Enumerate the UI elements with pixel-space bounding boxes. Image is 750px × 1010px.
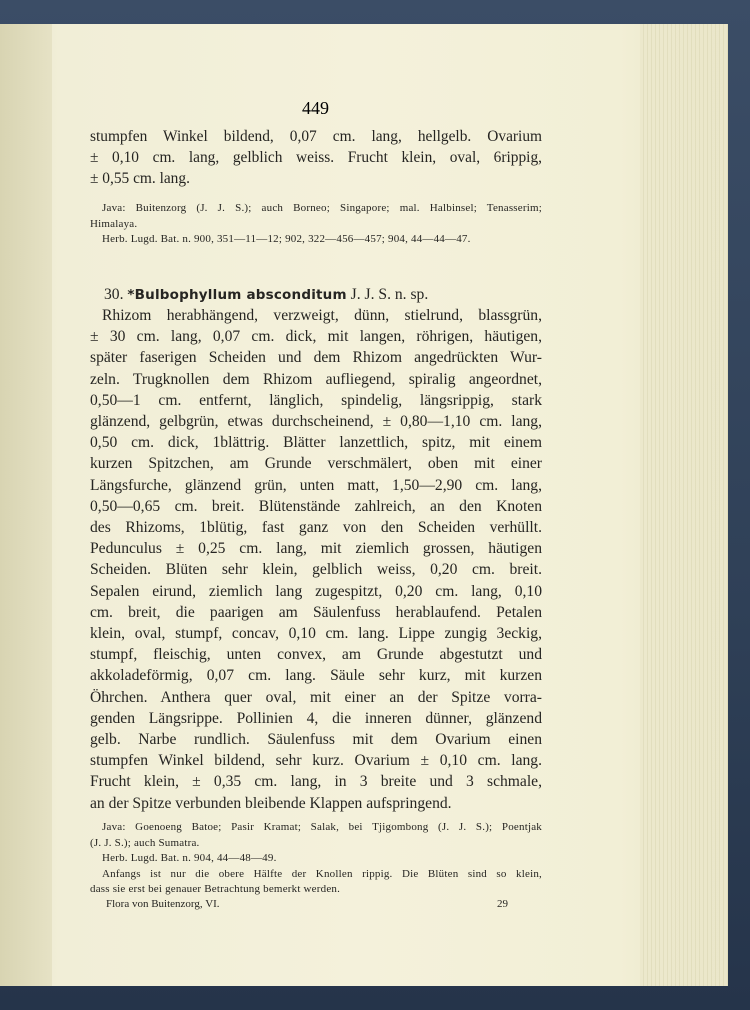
text-line: Sepalen eirund, ziemlich lang zugespitzt, 0,20 cm. lang, 0,10	[90, 582, 542, 600]
note-line: (J. J. S.); auch Sumatra.	[90, 836, 200, 849]
text-line: später faserigen Scheiden und dem Rhizom angedrückten Wur-	[90, 349, 542, 367]
text-line: gelb. Narbe rundlich. Säulenfuss mit dem Ovarium einen	[90, 731, 542, 749]
note-line: dass sie erst bei genauer Betrachtung bemerkt werden.	[90, 883, 341, 895]
text-line: stumpfen Winkel bildend, 0,07 cm. lang, hellgelb. Ovarium	[90, 128, 542, 145]
species-heading	[104, 284, 544, 306]
text-line: Pedunculus ± 0,25 cm. lang, mit ziemlich grossen, häutigen	[90, 540, 542, 558]
distribution-notes-bottom	[90, 820, 542, 898]
page-number: 449	[302, 98, 329, 118]
page-edges	[640, 24, 728, 986]
note-line: Himalaya.	[90, 217, 138, 230]
text-line: 0,50—0,65 cm. breit. Blütenstände zahlreich, an den Knoten	[90, 497, 542, 515]
text-line: des Rhizoms, 1blütig, fast ganz von den Scheiden verhüllt.	[90, 519, 542, 537]
species-number: 30.	[104, 286, 124, 303]
text-line: klein, oval, stumpf, concav, 0,10 cm. lang. Lippe zungig 3eckig,	[90, 625, 542, 643]
text-line: Längsfurche, glänzend grün, unten matt, 1,50—2,90 cm. lang,	[90, 476, 542, 494]
top-paragraph	[90, 126, 542, 190]
footer-title: Flora von Buitenzorg, VI.	[106, 898, 220, 910]
text-line: an der Spitze verbunden bleibende Klappen aufspringend.	[90, 794, 452, 812]
note-line: Java: Goenoeng Batoe; Pasir Kramat; Salak, bei Tjigombong (J. J. S.); Poentjak	[102, 821, 542, 833]
text-line: Frucht klein, ± 0,35 cm. lang, in 3 breite und 3 schmale,	[90, 773, 542, 791]
species-name: *Bulbophyllum absconditum	[127, 287, 347, 303]
text-line: stumpfen Winkel bildend, sehr kurz. Ovarium ± 0,10 cm. lang.	[90, 752, 542, 770]
text-line: akkoladeförmig, 0,07 cm. lang. Säule sehr kurz, mit kurzen	[90, 667, 542, 685]
note-line: Java: Buitenzorg (J. J. S.); auch Borneo; Singapore; mal. Halbinsel; Tenasserim;	[102, 202, 542, 214]
distribution-notes-top	[90, 201, 542, 248]
text-line: ± 30 cm. lang, 0,07 cm. dick, mit langen, röhrigen, häutigen,	[90, 328, 542, 346]
note-line: Herb. Lugd. Bat. n. 904, 44—48—49.	[102, 852, 277, 864]
text-line: Rhizom herabhängend, verzweigt, dünn, stielrund, blassgrün,	[102, 307, 542, 324]
note-line: Herb. Lugd. Bat. n. 900, 351—11—12; 902, 322—456—457; 904, 44—44—47.	[102, 233, 471, 245]
page-gutter	[0, 24, 52, 986]
text-line: ± 0,10 cm. lang, gelblich weiss. Frucht klein, oval, 6rippig,	[90, 149, 542, 167]
text-line: cm. breit, die paarigen am Säulenfuss herablaufend. Petalen	[90, 603, 542, 621]
footer-signature: 29	[497, 898, 508, 910]
text-line: glänzend, gelbgrün, etwas durchscheinend, ± 0,80—1,10 cm. lang,	[90, 413, 542, 431]
text-line: Öhrchen. Anthera quer oval, mit einer an der Spitze vorra-	[90, 688, 542, 706]
species-authority: J. J. S. n. sp.	[350, 286, 429, 303]
text-line: Scheiden. Blüten sehr klein, gelblich weiss, 0,20 cm. breit.	[90, 561, 542, 579]
text-line: kurzen Spitzchen, am Grunde verschmälert, oben mit einer	[90, 455, 542, 473]
text-line: 0,50—1 cm. entfernt, länglich, spindelig, längsrippig, stark	[90, 391, 542, 409]
species-description	[90, 305, 542, 814]
text-line: ± 0,55 cm. lang.	[90, 170, 190, 188]
note-line: Anfangs ist nur die obere Hälfte der Knollen rippig. Die Blüten sind so klein,	[102, 867, 542, 880]
text-line: 0,50 cm. dick, 1blättrig. Blätter lanzettlich, spitz, mit einem	[90, 434, 542, 452]
text-line: stumpf, fleischig, unten convex, am Grunde abgestutzt und	[90, 646, 542, 664]
text-line: genden Längsrippe. Pollinien 4, die inneren dünner, glänzend	[90, 709, 542, 727]
text-line: zeln. Trugknollen dem Rhizom aufliegend, spiralig angeordnet,	[90, 370, 542, 388]
